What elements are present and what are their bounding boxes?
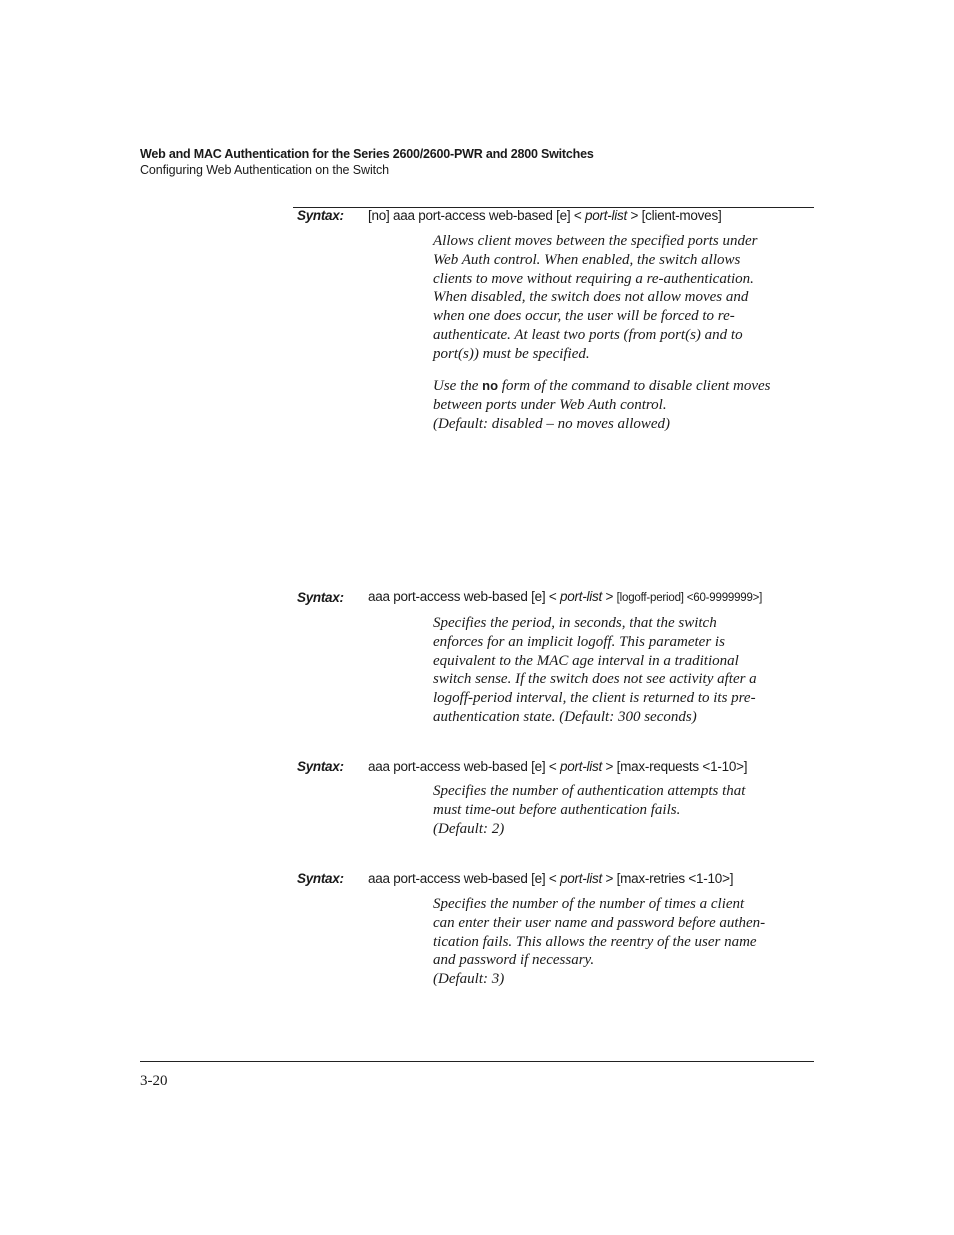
description-logoff-period xyxy=(433,614,815,727)
desc-line: When disabled, the switch does not allow moves and xyxy=(433,289,749,306)
description-client-moves xyxy=(433,232,815,364)
cmd-prefix: aaa port-access web-based [e] < xyxy=(368,759,560,774)
desc-line: Specifies the number of the number of times a client xyxy=(433,896,745,912)
syntax-label-logoff-period: Syntax: xyxy=(297,590,344,605)
desc-line: must time-out before authentication fails. xyxy=(433,801,681,818)
running-header-title: Web and MAC Authentication for the Series 2600/2600-PWR and 2800 Switches xyxy=(140,147,594,161)
desc-pre: Use the xyxy=(433,378,483,394)
desc-line: (Default: 3) xyxy=(433,971,505,988)
page-number: 3-20 xyxy=(140,1073,168,1089)
desc-line: tication fails. This allows the reentry of the user name xyxy=(433,933,757,950)
cmd-suffix: [logoff-period] <60-9999999>] xyxy=(616,592,763,604)
cmd-suffix: > [client-moves] xyxy=(627,208,722,223)
no-keyword: no xyxy=(482,378,499,393)
running-header-subtitle: Configuring Web Authentication on the Switch xyxy=(140,163,390,177)
cmd-prefix: aaa port-access web-based [e] < xyxy=(368,589,560,604)
description-max-requests xyxy=(433,782,815,838)
desc-line: (Default: disabled – no moves allowed) xyxy=(433,415,671,432)
bottom-divider xyxy=(140,1061,814,1062)
desc-line: Web Auth control. When enabled, the switch allows xyxy=(433,251,741,268)
syntax-label-max-retries: Syntax: xyxy=(297,871,344,886)
desc-line: Specifies the period, in seconds, that the switch xyxy=(433,615,717,631)
desc-line: enforces for an implicit logoff. This parameter is xyxy=(433,633,725,650)
desc-line: authentication state. (Default: 300 seconds) xyxy=(433,708,697,725)
desc-line: Specifies the number of authentication attempts that xyxy=(433,783,746,799)
cmd-param: port-list xyxy=(560,871,603,886)
desc-line: port(s)) must be specified. xyxy=(433,345,590,362)
desc-line: clients to move without requiring a re-authentication. xyxy=(433,270,754,287)
description-max-retries xyxy=(433,895,815,989)
desc-line: between ports under Web Auth control. xyxy=(433,396,667,413)
cmd-param: port-list xyxy=(585,208,628,223)
desc-line: authenticate. At least two ports (from port(s) and to xyxy=(433,326,743,343)
desc-line: switch sense. If the switch does not see activity after a xyxy=(433,671,757,688)
syntax-command-logoff-period xyxy=(368,589,762,604)
desc-line: equivalent to the MAC age interval in a traditional xyxy=(433,652,739,669)
desc-line: can enter their user name and password before authen- xyxy=(433,914,766,931)
desc-line xyxy=(433,377,815,396)
desc-line: (Default: 2) xyxy=(433,820,505,837)
cmd-param: port-list xyxy=(560,589,603,604)
cmd-param: port-list xyxy=(560,759,603,774)
syntax-label-max-requests: Syntax: xyxy=(297,759,344,774)
desc-post: form of the command to disable client moves xyxy=(498,378,771,394)
syntax-command-max-requests xyxy=(368,759,747,774)
syntax-label-client-moves: Syntax: xyxy=(297,208,344,223)
description-client-moves-no-form xyxy=(433,377,815,433)
cmd-prefix: [no] aaa port-access web-based [e] < xyxy=(368,208,586,223)
syntax-command-max-retries xyxy=(368,871,733,886)
cmd-prefix: aaa port-access web-based [e] < xyxy=(368,871,560,886)
cmd-suffix: > [max-requests <1-10>] xyxy=(602,759,748,774)
cmd-suffix: > [max-retries <1-10>] xyxy=(602,871,734,886)
desc-line: Allows client moves between the specified ports under xyxy=(433,233,758,249)
desc-line: when one does occur, the user will be forced to re- xyxy=(433,308,735,325)
syntax-command-client-moves xyxy=(368,208,721,223)
desc-line: and password if necessary. xyxy=(433,952,595,969)
cmd-mid: > xyxy=(602,589,617,604)
desc-line: logoff-period interval, the client is returned to its pre- xyxy=(433,690,756,707)
